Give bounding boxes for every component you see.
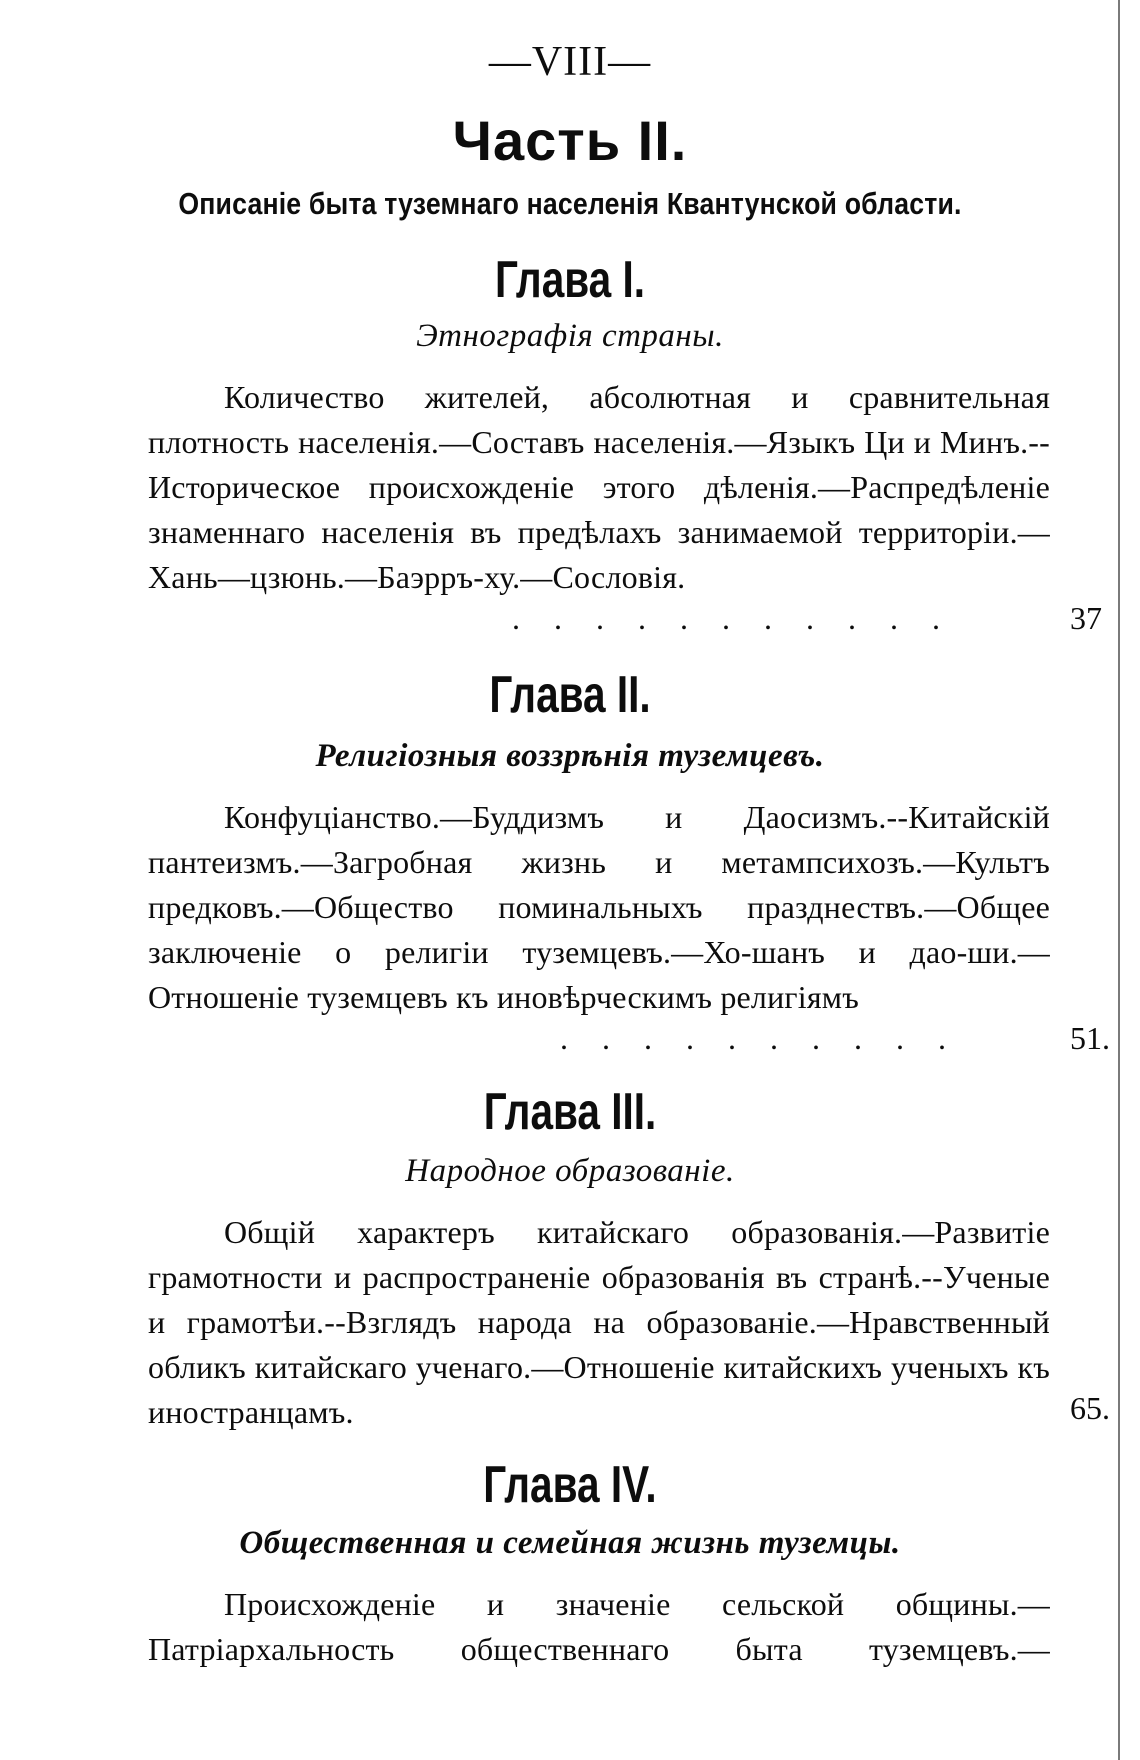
page-edge-line <box>1118 0 1120 1760</box>
chapter-3-summary <box>148 1210 1050 1435</box>
chapter-1-page: 37 <box>1070 600 1102 636</box>
chapter-4-heading: Глава IV. <box>483 1456 657 1514</box>
chapter-1-text: Количество жителей, абсолютная и сравнительная плотность населенія.—Составъ населенія.—Языкъ Ци и Минъ.--Историческое происхожденіе этого дѣленія.—Распредѣленіе знаменнаго населенія въ предѣлахъ занимаемой территоріи.—Хань—цзюнь.—Баэрръ-ху.—Сословія. <box>148 379 1050 595</box>
chapter-3-heading: Глава III. <box>483 1083 657 1141</box>
chapter-2-heading: Глава II. <box>489 666 651 724</box>
chapter-3-text: Общій характеръ китайскаго образованія.—Развитіе грамотности и распространеніе образованія въ странѣ.--Ученые и грамотѣи.--Взглядъ народа на образованіе.—Нравственный обликъ китайскаго ученаго.—Отношеніе китайскихъ ученыхъ къ иностранцамъ. <box>148 1214 1050 1430</box>
chapter-4-summary <box>148 1582 1050 1672</box>
chapter-1-summary <box>148 375 1050 600</box>
chapter-2-page: 51. <box>1070 1020 1110 1056</box>
chapter-2-leader: . . . . . . . . . . <box>560 1020 959 1056</box>
chapter-2-text: Конфуціанство.—Буддизмъ и Даосизмъ.--Китайскій пантеизмъ.—Загробная жизнь и метампсихозъ.—Культъ предковъ.—Общество поминальныхъ празднествъ.—Общее заключеніе о религіи туземцевъ.—Хо-шанъ и дао-ши.—Отношеніе туземцевъ къ иновѣрческимъ религіямъ <box>148 799 1050 1015</box>
part-subtitle: Описаніе быта туземнаго населенія Квантунской области. <box>178 186 962 221</box>
chapter-3-title: Народное образованіе. <box>405 1153 735 1189</box>
chapter-4-text: Происхожденіе и значеніе сельской общины.—Патріархальность общественнаго быта туземцевъ.— <box>148 1586 1050 1667</box>
chapter-4-title: Общественная и семейная жизнь туземцы. <box>239 1525 901 1561</box>
chapter-1-leader: . . . . . . . . . . . <box>512 600 953 636</box>
chapter-2-summary <box>148 795 1050 1020</box>
chapter-1-title: Этнографія страны. <box>416 318 724 354</box>
chapter-1-heading: Глава I. <box>494 251 646 309</box>
page-number: —VIII— <box>488 39 652 85</box>
part-title: Часть II. <box>452 109 688 172</box>
chapter-2-title: Религіозныя воззрѣнія туземцевъ. <box>315 738 825 774</box>
chapter-3-page: 65. <box>1070 1390 1110 1426</box>
